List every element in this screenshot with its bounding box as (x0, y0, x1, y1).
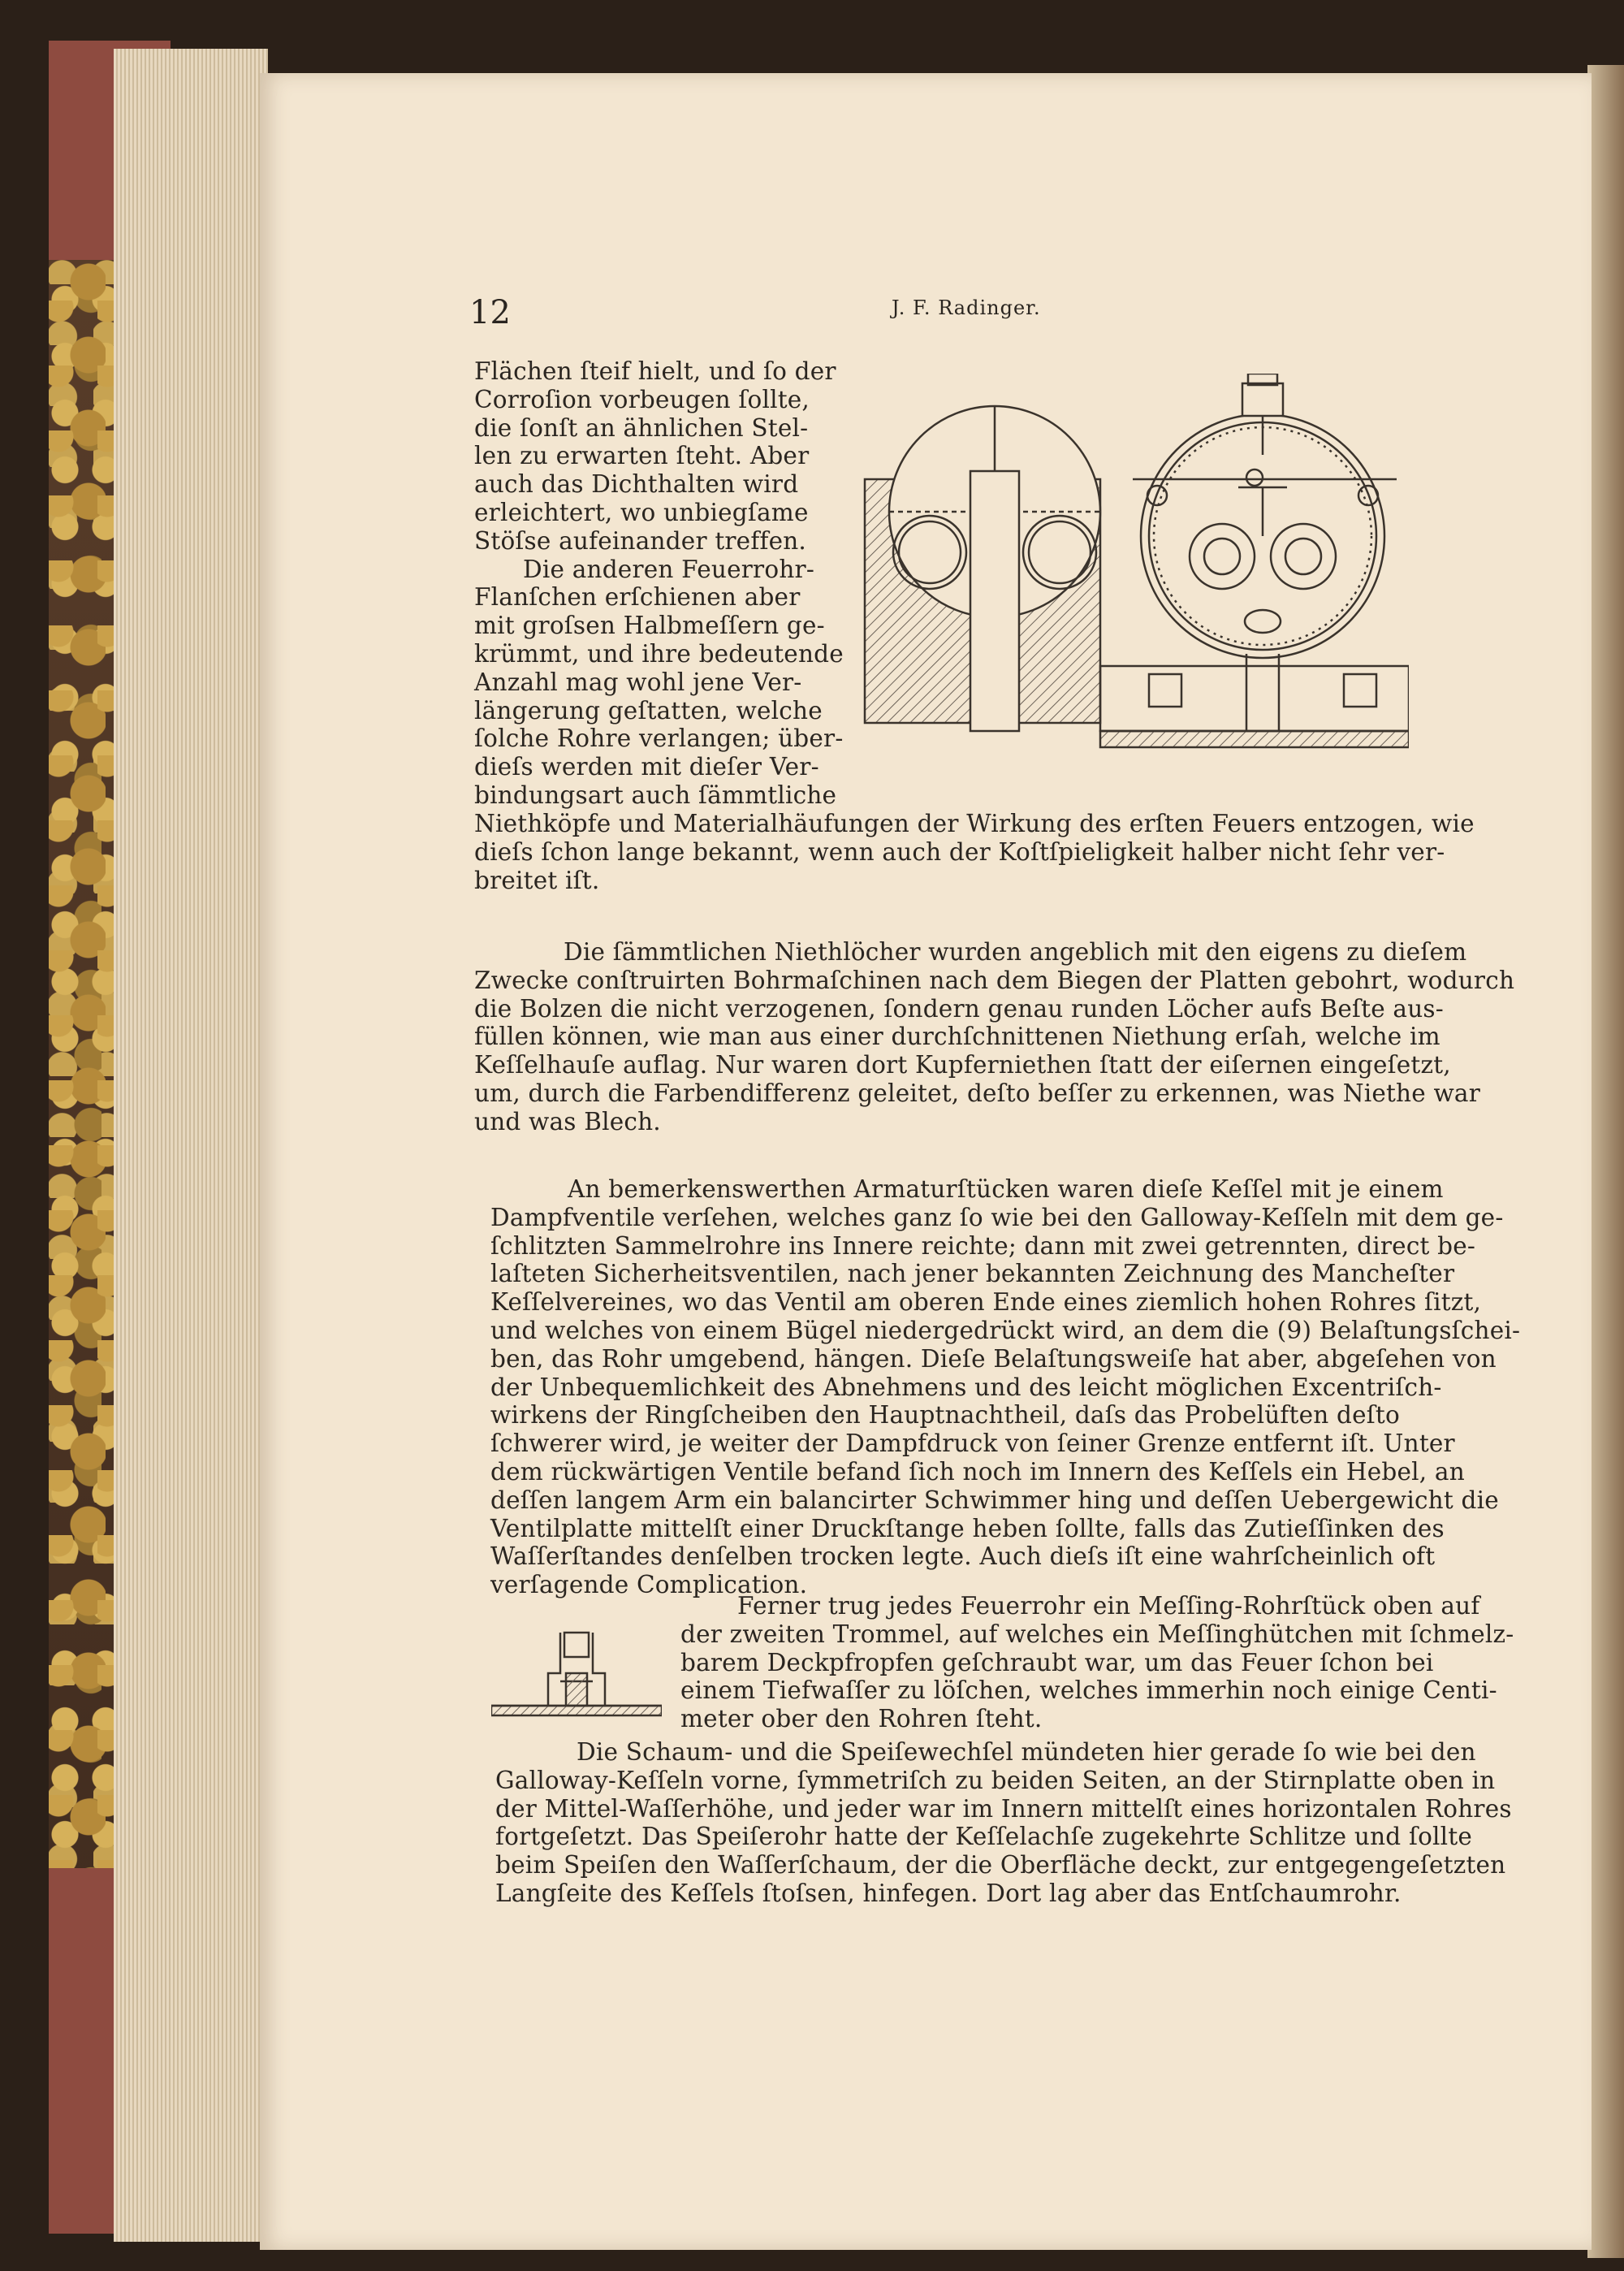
running-head: J. F. Radinger. (892, 296, 1041, 319)
text-line: bindungsart auch ſämmtliche (474, 781, 837, 809)
text-line: krümmt, und ihre bedeutende (474, 639, 844, 668)
paragraph-4 (680, 1592, 1514, 1733)
text-line: Die anderen Feuerrohr- (523, 555, 814, 583)
text-line: erleichtert, wo unbiegſame (474, 498, 809, 526)
text-line: dieſs ſchon lange bekannt, wenn auch der Koſtſpieligkeit halber nicht ſehr ver- (474, 837, 1445, 866)
text-line: deſſen langem Arm ein balancirter Schwimmer hing und deſſen Uebergewicht die (490, 1486, 1499, 1514)
text-line: Keſſelhauſe auflag. Nur waren dort Kupferniethen ſtatt der eiſernen eingeſetzt, (474, 1051, 1451, 1079)
text-line: laſteten Sicherheitsventilen, nach jener bekannten Zeichnung des Mancheſter (490, 1260, 1455, 1288)
fusible-plug-figure (491, 1624, 662, 1722)
boiler-cross-section-figure (857, 374, 1409, 755)
text-line: meter ober den Rohren ſteht. (680, 1705, 1043, 1733)
text-line: beim Speiſen den Waſſerſchaum, der die Oberfläche deckt, zur entgegengeſetzten (495, 1851, 1506, 1880)
text-line: einem Tiefwaſſer zu löſchen, welches immerhin noch einige Centi- (680, 1676, 1497, 1705)
text-line: An bemerkenswerthen Armaturſtücken waren dieſe Keſſel mit je einem (568, 1175, 1444, 1203)
text-line: Die ſämmtlichen Niethlöcher wurden angeblich mit den eigens zu dieſem (564, 938, 1467, 966)
paragraph-5 (495, 1738, 1512, 1908)
text-line: Zwecke conſtruirten Bohrmaſchinen nach dem Biegen der Platten gebohrt, wodurch (474, 966, 1515, 994)
paragraph-2 (474, 938, 1515, 1136)
text-line: dieſs werden mit dieſer Ver- (474, 753, 819, 781)
text-line: und welches von einem Bügel niedergedrückt wird, an dem die (9) Belaſtungsſchei- (490, 1316, 1521, 1344)
text-line: len zu erwarten ſteht. Aber (474, 442, 810, 470)
text-line: Corroſion vorbeugen ſollte, (474, 385, 810, 413)
text-line: Keſſelvereines, wo das Ventil am oberen Ende eines ziemlich hohen Rohres ſitzt, (490, 1288, 1482, 1317)
text-line: die Bolzen die nicht verzogenen, ſondern genau runden Löcher aufs Beſte aus- (474, 994, 1444, 1023)
text-line: Stöſse aufeinander treffen. (474, 526, 807, 555)
text-line: Flächen ſteif hielt, und ſo der (474, 357, 836, 385)
text-line: der zweiten Trommel, auf welches ein Meſſinghütchen mit ſchmelz- (680, 1620, 1514, 1648)
right-page-edge (1587, 65, 1624, 2258)
text-line: Ventilplatte mittelſt einer Druckſtange heben ſollte, falls das Zutieſſinken des (490, 1514, 1445, 1542)
text-line: Flanſchen erſchienen aber (474, 583, 801, 612)
paragraph-3 (490, 1175, 1521, 1599)
text-line: füllen können, wie man aus einer durchſchnittenen Niethung erſah, welche im (474, 1023, 1440, 1051)
text-line: längerung geſtatten, welche (474, 696, 823, 725)
text-line: auch das Dichthalten wird (474, 470, 799, 499)
text-line: der Mittel-Waſſerhöhe, und jeder war im Innern mittelſt eines horizontalen Rohres (495, 1794, 1512, 1823)
text-line: Niethköpfe und Materialhäufungen der Wirkung des erſten Feuers entzogen, wie (474, 810, 1475, 837)
text-line: um, durch die Farbendifferenz geleitet, deſto beſſer zu erkennen, was Niethe war (474, 1079, 1481, 1107)
text-line: Langſeite des Keſſels ſtoſsen, hinfegen. Dort lag aber das Entſchaumrohr. (495, 1879, 1402, 1907)
text-line: ſolche Rohre verlangen; über- (474, 725, 844, 753)
text-line: fortgeſetzt. Das Speiſerohr hatte der Keſſelachſe zugekehrte Schlitze und ſollte (495, 1823, 1473, 1851)
text-line: ſchlitzten Sammelrohre ins Innere reichte; dann mit zwei getrennten, direct be- (490, 1231, 1476, 1260)
text-line: dem rückwärtigen Ventile befand ſich noch im Innern des Keſſels ein Hebel, an (490, 1457, 1465, 1486)
text-line: ben, das Rohr umgebend, hängen. Dieſe Belaſtungsweiſe hat aber, abgeſehen von (490, 1344, 1497, 1373)
text-line: die ſonſt an ähnlichen Stel- (474, 413, 809, 442)
text-line: breitet iſt. (474, 866, 600, 894)
text-line: Ferner trug jedes Feuerrohr ein Meſſing-Rohrſtück oben auf (737, 1592, 1480, 1620)
text-line: verſagende Complication. (490, 1571, 808, 1599)
page-number: 12 (469, 294, 511, 331)
text-line: Galloway-Keſſeln vorne, ſymmetriſch zu beiden Seiten, an der Stirnplatte oben in (495, 1766, 1496, 1794)
text-line: barem Deckpfropfen geſchraubt war, um das Feuer ſchon bei (680, 1648, 1434, 1676)
text-line: und was Blech. (474, 1107, 661, 1136)
text-line: Die Schaum- und die Speiſewechſel mündeten hier gerade ſo wie bei den (577, 1738, 1476, 1766)
paragraph-1-wide (474, 810, 1475, 894)
text-line: Waſſerſtandes denſelben trocken legte. Auch dieſs iſt eine wahrſcheinlich oft (490, 1542, 1436, 1571)
page-stack-edge (114, 49, 268, 2242)
text-line: ſchwerer wird, je weiter der Dampfdruck von ſeiner Grenze entfernt iſt. Unter (490, 1430, 1455, 1458)
text-line: der Unbequemlichkeit des Abnehmens und des leicht möglichen Excentriſch- (490, 1373, 1442, 1401)
text-line: Dampfventile verſehen, welches ganz ſo wie bei den Galloway-Keſſeln mit dem ge- (490, 1203, 1504, 1231)
text-line: Anzahl mag wohl jene Ver- (474, 668, 802, 696)
text-line: wirkens der Ringſcheiben den Hauptnachtheil, daſs das Probelüften deſto (490, 1401, 1400, 1430)
paragraph-1-narrow (474, 357, 844, 810)
text-line: mit groſsen Halbmeſſern ge- (474, 612, 825, 640)
